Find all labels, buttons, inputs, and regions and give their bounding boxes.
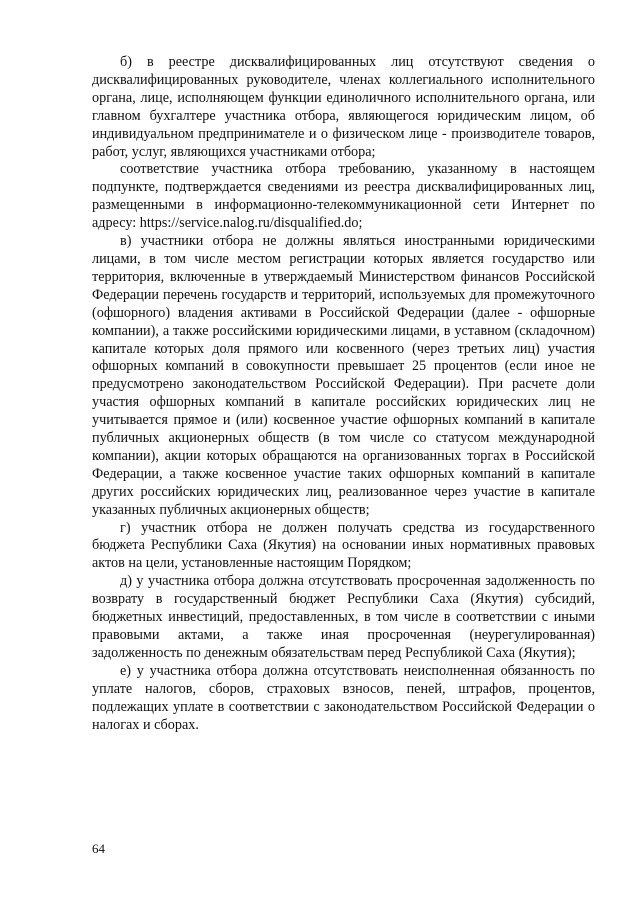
paragraph-registry-confirmation: соответствие участника отбора требованию, указанному в настоящем подпункте, подтверждается сведениями из реестра дисквалифицированных лиц, размещенными в информационно-телекоммуникационной сети Интернет по адресу: https://service.nalog.ru/disqualified.do; <box>92 161 595 232</box>
page-number: 64 <box>92 841 105 856</box>
paragraph-v-offshore-companies: в) участники отбора не должны являться иностранными юридическими лицами, в том числе местом регистрации которых является государство или территория, включенные в утверждаемый Министерством финансов Российской Федерации перечень государств и территорий, используемых для промежуточного (офшорного) владения активами в Российской Федерации (далее - офшорные компании), а также российскими юридическими лицами, в уставном (складочном) капитале которых доля прямого или косвенного (через третьих лиц) участия офшорных компаний в совокупности превышает 25 процентов (если иное не предусмотрено законодательством Российской Федерации). При расчете доли участия офшорных компаний в капитале российских юридических лиц не учитывается прямое и (или) косвенное участие офшорных компаний в капитале публичных акционерных обществ (в том числе со статусом международной компании), акции которых обращаются на организованных торгах в Российской Федерации, а также косвенное участие таких офшорных компаний в капитале других российских юридических лиц, реализованное через участие в капитале указанных публичных акционерных обществ; <box>92 233 595 518</box>
paragraph-e-tax-obligations: е) у участника отбора должна отсутствовать неисполненная обязанность по уплате налогов, сборов, страховых взносов, пеней, штрафов, процентов, подлежащих уплате в соответствии с законодательством Российской Федерации о налогах и сборах. <box>92 662 595 733</box>
paragraph-b-disqualified-registry: б) в реестре дисквалифицированных лиц отсутствуют сведения о дисквалифицированных руководителе, членах коллегиального исполнительного органа, лице, исполняющем функции единоличного исполнительного органа, или главном бухгалтере участника отбора, являющегося юридическим лицом, об индивидуальном предпринимателе и о физическом лице - производителе товаров, работ, услуг, являющихся участниками отбора; <box>92 54 595 160</box>
document-body <box>92 54 595 734</box>
paragraph-d-overdue-debt: д) у участника отбора должна отсутствовать просроченная задолженность по возврату в государственный бюджет Республики Саха (Якутия) субсидий, бюджетных инвестиций, предоставленных, в том числе в соответствии с иными правовыми актами, а также иная просроченная (неурегулированная) задолженность по денежным обязательствам перед Республикой Саха (Якутия); <box>92 573 595 661</box>
paragraph-g-budget-funds: г) участник отбора не должен получать средства из государственного бюджета Республики Саха (Якутия) на основании иных нормативных правовых актов на цели, установленные настоящим Порядком; <box>92 519 595 572</box>
